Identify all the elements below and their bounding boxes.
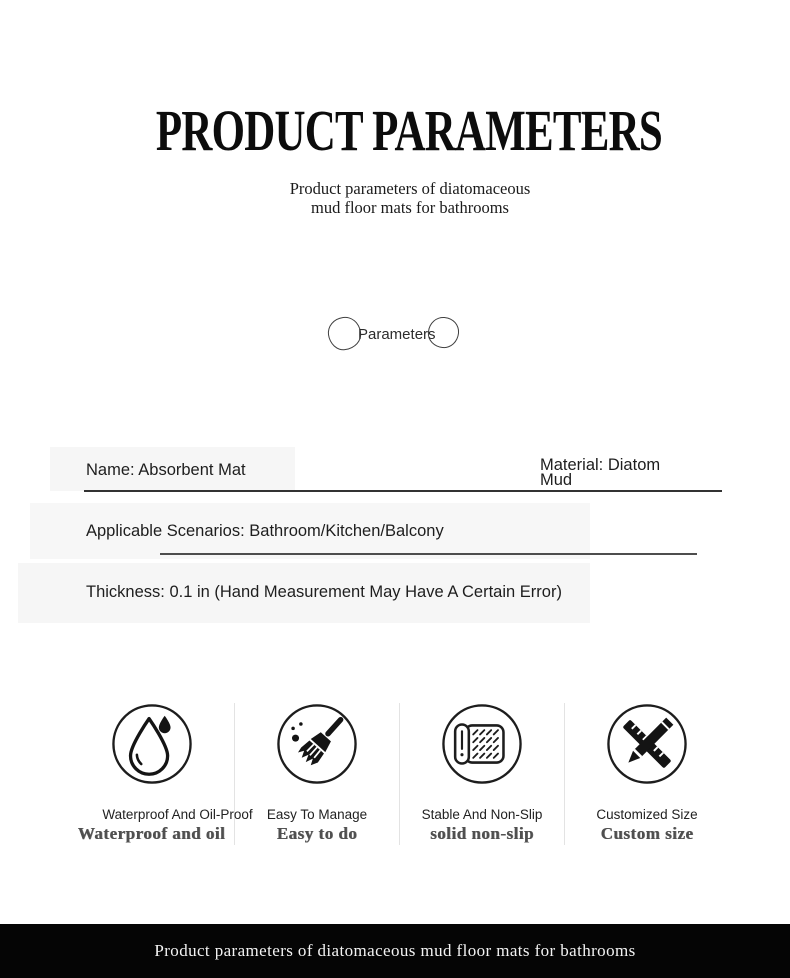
divider-line (84, 490, 722, 492)
param-material: Material: Diatom Mud (540, 456, 661, 489)
page-subtitle-text: Product parameters of diatomaceous mud floor mats for bathrooms (289, 179, 531, 217)
page-subtitle (30, 179, 790, 218)
water-drop-icon (111, 703, 193, 785)
param-name: Name: Absorbent Mat (86, 461, 246, 479)
feature-label: Waterproof And Oil-Proof (102, 807, 253, 822)
feature-sublabel: Waterproof and oil (77, 824, 226, 843)
pencil-ruler-icon (606, 703, 688, 785)
param-thickness: Thickness: 0.1 in (Hand Measurement May Have A Certain Error) (86, 583, 562, 601)
feature-list (69, 703, 729, 845)
feature-label: Customized Size (596, 807, 698, 822)
rolled-mat-icon (441, 703, 523, 785)
feature-sublabel: Custom size (600, 824, 694, 843)
feature-label: Easy To Manage (266, 807, 368, 822)
param-scenarios: Applicable Scenarios: Bathroom/Kitchen/Balcony (86, 522, 444, 540)
feature-easy-manage (234, 703, 399, 845)
divider-line (160, 553, 697, 555)
feature-custom-size (564, 703, 729, 845)
feature-label: Stable And Non-Slip (421, 807, 543, 822)
footer-bar (0, 924, 790, 978)
feature-sublabel: solid non-slip (430, 824, 534, 843)
feature-sublabel: Easy to do (276, 824, 358, 843)
section-label: Parameters (358, 326, 436, 343)
footer-text: Product parameters of diatomaceous mud floor mats for bathrooms (154, 941, 636, 960)
feature-waterproof (69, 703, 253, 845)
page-title (28, 98, 790, 163)
feature-non-slip (399, 703, 564, 845)
broom-icon (276, 703, 358, 785)
page-title-text: PRODUCT PARAMETERS (155, 98, 663, 163)
